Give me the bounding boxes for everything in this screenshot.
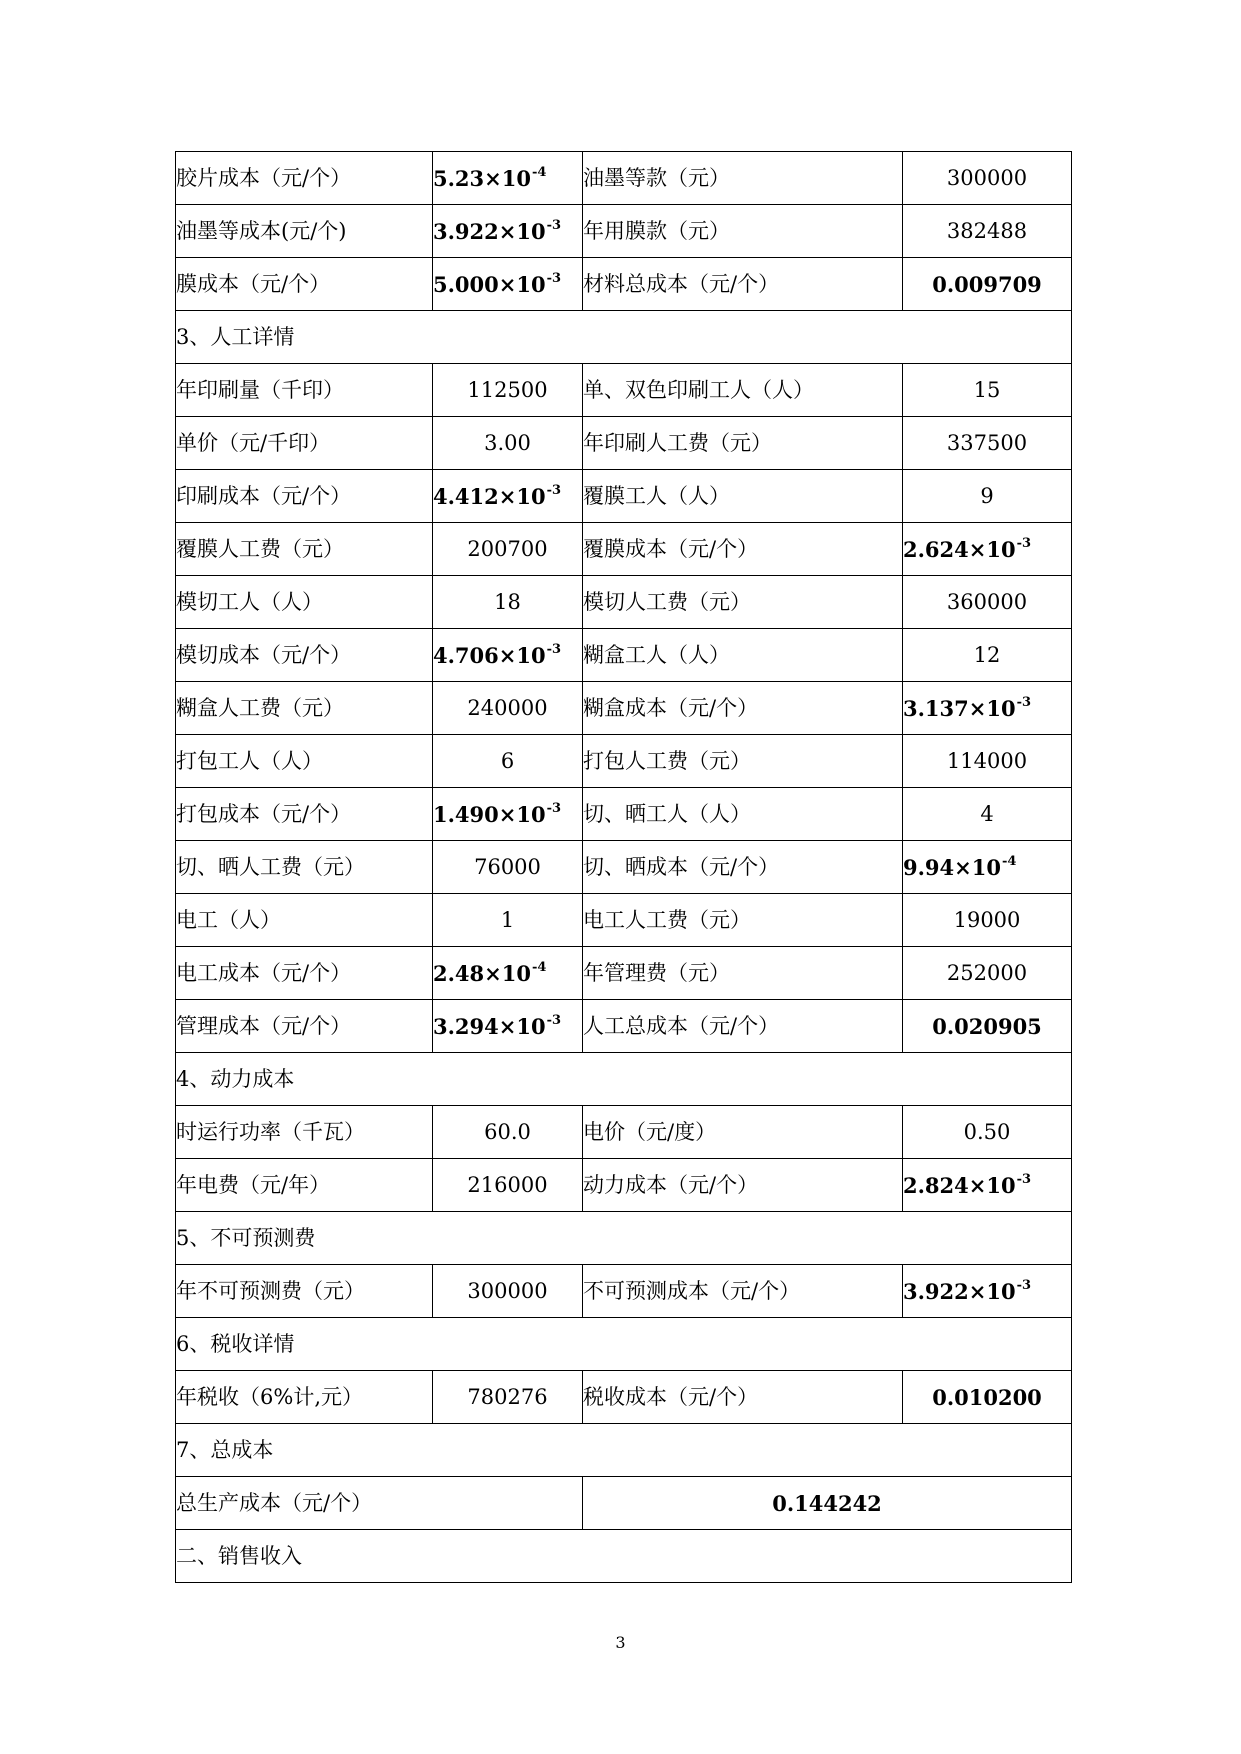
cell-text: 300000 (467, 1278, 548, 1303)
item-value (903, 1000, 1072, 1053)
cell-text: 2.824×10 (903, 1172, 1016, 1198)
exponent: -3 (546, 217, 562, 233)
item-label (176, 1371, 433, 1424)
cell-text: 打包工人（人） (176, 748, 323, 773)
item-value (433, 1265, 583, 1318)
item-value (433, 894, 583, 947)
item-label (583, 417, 903, 470)
item-label (583, 523, 903, 576)
cell-text: 切、晒成本（元/个） (583, 854, 780, 879)
item-value (903, 841, 1072, 894)
item-value (433, 1159, 583, 1212)
item-label (583, 788, 903, 841)
item-label (176, 894, 433, 947)
cell-text: 电工成本（元/个） (176, 960, 352, 985)
item-value (433, 152, 583, 205)
cell-text: 印刷成本（元/个） (176, 483, 352, 508)
item-label (583, 1159, 903, 1212)
cell-text: 5.000×10 (433, 271, 546, 297)
item-label (176, 258, 433, 311)
table-row (176, 735, 1072, 788)
cell-text: 年管理费（元） (583, 960, 730, 985)
section-heading: 二、销售收入 (176, 1530, 1072, 1583)
cell-text: 2.48×10 (433, 960, 531, 986)
item-value (903, 629, 1072, 682)
table-row (176, 788, 1072, 841)
section-row (176, 1053, 1072, 1106)
item-value (433, 1000, 583, 1053)
cell-text: 0.009709 (932, 271, 1042, 297)
item-value (903, 1371, 1072, 1424)
item-value (903, 364, 1072, 417)
item-label (583, 682, 903, 735)
item-value (903, 417, 1072, 470)
cell-text: 年印刷人工费（元） (583, 430, 772, 455)
cell-text: 动力成本（元/个） (583, 1172, 759, 1197)
item-value (903, 152, 1072, 205)
cell-text: 模切成本（元/个） (176, 642, 352, 667)
item-label (583, 364, 903, 417)
item-label (176, 576, 433, 629)
cell-text: 糊盒人工费（元） (176, 695, 344, 720)
item-label (583, 205, 903, 258)
cell-text: 油墨等款（元） (583, 165, 730, 190)
cell-text: 6 (500, 748, 515, 773)
page-number: 3 (615, 1633, 626, 1652)
cell-text: 1.490×10 (433, 801, 546, 827)
cell-text: 3.922×10 (903, 1278, 1016, 1304)
cell-text: 模切工人（人） (176, 589, 323, 614)
cost-table (175, 151, 1072, 1583)
section-heading: 3、人工详情 (176, 311, 1072, 364)
item-value (903, 576, 1072, 629)
item-value (903, 894, 1072, 947)
table-row (176, 841, 1072, 894)
cost-table-body (176, 152, 1072, 1583)
item-label (176, 947, 433, 1000)
item-label (176, 152, 433, 205)
cell-text: 216000 (467, 1172, 548, 1197)
cell-text: 年电费（元/年） (176, 1172, 331, 1197)
cell-text: 管理成本（元/个） (176, 1013, 352, 1038)
exponent: -3 (546, 1012, 562, 1028)
cell-text: 0.50 (963, 1119, 1011, 1144)
item-label (583, 894, 903, 947)
cell-text: 切、晒人工费（元） (176, 854, 365, 879)
table-row (176, 205, 1072, 258)
cell-text: 打包人工费（元） (583, 748, 751, 773)
cell-text: 4 (980, 801, 994, 826)
item-value (433, 682, 583, 735)
item-label (583, 629, 903, 682)
cell-text: 112500 (467, 377, 548, 402)
exponent: -3 (1016, 535, 1032, 551)
cell-text: 年印刷量（千印） (176, 377, 344, 402)
cell-text: 18 (494, 589, 521, 614)
section-row (176, 1318, 1072, 1371)
cell-text: 15 (973, 377, 1001, 402)
cell-text: 240000 (467, 695, 548, 720)
item-value (903, 470, 1072, 523)
total-value: 0.144242 (583, 1477, 1072, 1530)
cell-text: 0.010200 (932, 1384, 1042, 1410)
item-label (176, 1159, 433, 1212)
item-label (176, 735, 433, 788)
cell-text: 9.94×10 (903, 854, 1001, 880)
item-value (903, 1265, 1072, 1318)
cell-text: 电工人工费（元） (583, 907, 751, 932)
table-row (176, 1000, 1072, 1053)
item-value (433, 417, 583, 470)
exponent: -3 (546, 270, 562, 286)
item-value (903, 788, 1072, 841)
item-label (583, 1265, 903, 1318)
cell-text: 0.020905 (932, 1013, 1042, 1039)
cell-text: 切、晒工人（人） (583, 801, 751, 826)
cell-text: 360000 (946, 589, 1028, 614)
table-row (176, 258, 1072, 311)
item-label (583, 470, 903, 523)
cell-text: 382488 (946, 218, 1028, 243)
item-label (583, 735, 903, 788)
exponent: -3 (546, 641, 562, 657)
cell-text: 年税收（6%计,元） (176, 1384, 363, 1409)
item-label (176, 788, 433, 841)
item-label (176, 682, 433, 735)
cell-text: 5.23×10 (433, 165, 531, 191)
total-label: 总生产成本（元/个） (176, 1477, 583, 1530)
cell-text: 4.706×10 (433, 642, 546, 668)
cell-text: 税收成本（元/个） (583, 1384, 759, 1409)
cell-text: 337500 (946, 430, 1028, 455)
cell-text: 3.137×10 (903, 695, 1016, 721)
item-label (583, 258, 903, 311)
item-value (433, 258, 583, 311)
cell-text: 膜成本（元/个） (176, 271, 331, 296)
item-label (176, 205, 433, 258)
cell-text: 材料总成本（元/个） (583, 271, 780, 296)
table-row (176, 682, 1072, 735)
section-heading: 4、动力成本 (176, 1053, 1072, 1106)
cell-text: 糊盒成本（元/个） (583, 695, 759, 720)
item-label (583, 947, 903, 1000)
item-label (583, 841, 903, 894)
exponent: -4 (531, 959, 547, 975)
section-row (176, 1424, 1072, 1477)
item-value (433, 1371, 583, 1424)
exponent: -4 (531, 164, 547, 180)
item-value (433, 576, 583, 629)
cell-text: 电工（人） (176, 907, 281, 932)
item-label (583, 1000, 903, 1053)
item-label (176, 1106, 433, 1159)
cell-text: 200700 (467, 536, 548, 561)
item-value (903, 1159, 1072, 1212)
cell-text: 胶片成本（元/个） (176, 165, 352, 190)
item-value (903, 258, 1072, 311)
section-heading: 5、不可预测费 (176, 1212, 1072, 1265)
cell-text: 单价（元/千印） (176, 430, 331, 455)
cell-text: 9 (980, 483, 994, 508)
table-row (176, 629, 1072, 682)
item-value (433, 470, 583, 523)
item-value (433, 523, 583, 576)
item-label (176, 841, 433, 894)
cell-text: 76000 (474, 854, 541, 879)
table-row (176, 364, 1072, 417)
item-label (176, 629, 433, 682)
cell-text: 覆膜成本（元/个） (583, 536, 759, 561)
item-value (903, 205, 1072, 258)
exponent: -3 (1016, 1277, 1032, 1293)
section-row (176, 1212, 1072, 1265)
cell-text: 单、双色印刷工人（人） (583, 377, 814, 402)
cell-text: 3.922×10 (433, 218, 546, 244)
table-row (176, 417, 1072, 470)
table-row (176, 152, 1072, 205)
table-row (176, 576, 1072, 629)
section-row (176, 311, 1072, 364)
total-row (176, 1477, 1072, 1530)
item-value (433, 788, 583, 841)
cell-text: 油墨等成本(元/个) (176, 218, 347, 243)
cell-text: 252000 (946, 960, 1028, 985)
cell-text: 780276 (467, 1384, 548, 1409)
table-row (176, 523, 1072, 576)
section-heading: 6、税收详情 (176, 1318, 1072, 1371)
cell-text: 人工总成本（元/个） (583, 1013, 780, 1038)
table-row (176, 1371, 1072, 1424)
cell-text: 19000 (953, 907, 1021, 932)
cell-text: 4.412×10 (433, 483, 546, 509)
table-row (176, 470, 1072, 523)
exponent: -4 (1001, 853, 1017, 869)
item-value (433, 205, 583, 258)
item-value (903, 947, 1072, 1000)
cell-text: 打包成本（元/个） (176, 801, 352, 826)
item-label (583, 576, 903, 629)
item-label (176, 523, 433, 576)
cell-text: 不可预测成本（元/个） (583, 1278, 801, 1303)
item-value (433, 1106, 583, 1159)
cell-text: 300000 (946, 165, 1028, 190)
cell-text: 时运行功率（千瓦） (176, 1119, 365, 1144)
cell-text: 电价（元/度） (583, 1119, 717, 1144)
table-row (176, 1159, 1072, 1212)
item-label (176, 1265, 433, 1318)
cell-text: 60.0 (484, 1119, 531, 1144)
item-label (176, 417, 433, 470)
exponent: -3 (546, 800, 562, 816)
cell-text: 2.624×10 (903, 536, 1016, 562)
cell-text: 覆膜工人（人） (583, 483, 730, 508)
item-value (903, 735, 1072, 788)
section-row (176, 1530, 1072, 1583)
cell-text: 模切人工费（元） (583, 589, 751, 614)
cell-text: 12 (973, 642, 1001, 667)
item-value (433, 841, 583, 894)
cell-text: 覆膜人工费（元） (176, 536, 344, 561)
cell-text: 3.294×10 (433, 1013, 546, 1039)
item-label (176, 470, 433, 523)
table-row (176, 894, 1072, 947)
item-label (583, 1371, 903, 1424)
cell-text: 3.00 (484, 430, 531, 455)
item-value (903, 523, 1072, 576)
item-value (433, 947, 583, 1000)
cell-text: 年不可预测费（元） (176, 1278, 365, 1303)
exponent: -3 (1016, 1171, 1032, 1187)
item-value (903, 682, 1072, 735)
cell-text: 114000 (946, 748, 1028, 773)
item-label (176, 1000, 433, 1053)
item-label (583, 152, 903, 205)
exponent: -3 (1016, 694, 1032, 710)
table-row (176, 1265, 1072, 1318)
section-heading: 7、总成本 (176, 1424, 1072, 1477)
table-row (176, 1106, 1072, 1159)
cell-text: 1 (500, 907, 515, 932)
item-value (433, 629, 583, 682)
item-label (583, 1106, 903, 1159)
item-value (433, 364, 583, 417)
item-value (903, 1106, 1072, 1159)
exponent: -3 (546, 482, 562, 498)
cell-text: 糊盒工人（人） (583, 642, 730, 667)
table-row (176, 947, 1072, 1000)
cell-text: 年用膜款（元） (583, 218, 730, 243)
item-label (176, 364, 433, 417)
item-value (433, 735, 583, 788)
